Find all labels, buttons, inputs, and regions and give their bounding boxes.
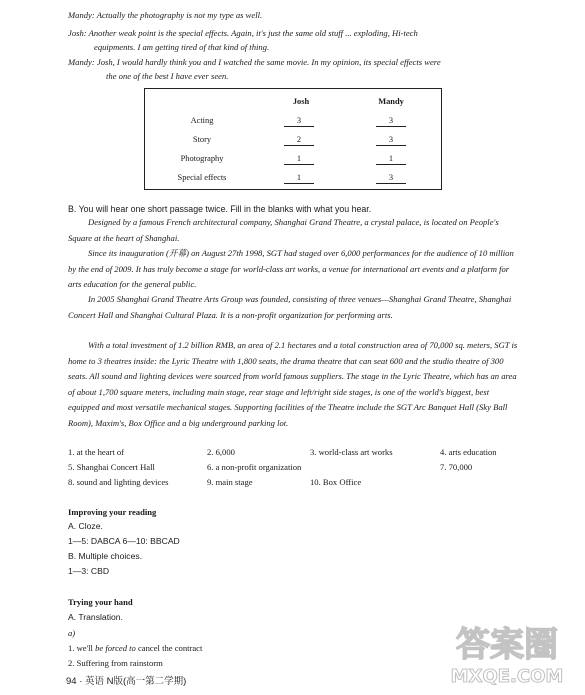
table-header-josh: Josh (292, 97, 310, 106)
multiple-choice-answers: 1—3: CBD (68, 566, 110, 576)
table-cell-josh: 1 (284, 154, 314, 165)
svg-text:答案圈: 答案圈 (456, 625, 558, 665)
passage-paragraph-4: With a total investment of 1.2 billion RMB, an area of 2.1 hectares and a total construction area of 70,000 sq. meters, SGT is home to 3 theatres inside: the Lyric Theatre with 1,800 seats, the drama theatre that can seat 600 and the studio theatre of 300 seats. All sound and lighting devices were sourced from world famous suppliers. The stage in the Lyric Theatre, which has an area of about 1,700 square meters, including main stage, rear stage and left/right side stages, is one of the world's biggest, best equipped and most versatile mechanical stages. Supporting facilities of the Theatre include the SGT Arc Banquet Hall (Sky Ball Room), Maxim's, Box Office and a big underground parking lot. (68, 340, 518, 428)
translation-item-1-italic: be forced to (95, 643, 136, 653)
table-row-label: Special effects (177, 173, 227, 182)
table-cell-josh: 1 (284, 173, 314, 184)
answer-item: 9. main stage (207, 477, 253, 487)
answer-item: 4. arts education (440, 447, 497, 457)
passage-paragraph-2: Since its inauguration (开幕) on August 27th 1998, SGT had staged over 6,000 performances for the audience of 10 million by the end of 2009. It has truly become a stage for world-class art works, a venue for international art events and a platform for arts education for the general public. (68, 248, 514, 289)
cloze-answers: 1—5: DABCA 6—10: BBCAD (68, 536, 180, 546)
table-cell-mandy: 3 (376, 116, 406, 127)
table-cell-mandy: 1 (376, 154, 406, 165)
section-b-heading: B. You will hear one short passage twice. Fill in the blanks with what you hear. (68, 204, 372, 214)
table-row-label: Photography (180, 154, 224, 163)
translation-sub-label: a) (68, 628, 76, 638)
translation-item-1-post: cancel the contract (135, 643, 203, 653)
dialogue-line-josh-1: Josh: Another weak point is the special effects. Again, it's just the same old stuff ... exploding, Hi-tech (68, 28, 418, 38)
table-row-label: Story (192, 135, 212, 144)
answer-item: 5. Shanghai Concert Hall (68, 462, 155, 472)
page-footer: 94 · 英语 N版(高一第二学期) (66, 676, 187, 687)
translation-heading: A. Translation. (68, 612, 123, 622)
watermark-logo (442, 618, 572, 690)
cloze-heading: A. Cloze. (68, 521, 103, 531)
translation-item-2: 2. Suffering from rainstorm (68, 658, 163, 668)
table-row-label: Acting (190, 116, 214, 125)
translation-item-1 (68, 642, 202, 654)
translation-item-1-pre: 1. we'll (68, 643, 96, 653)
table-cell-josh: 3 (284, 116, 314, 127)
answer-item: 6. a non-profit organization (207, 462, 302, 472)
answer-item: 1. at the heart of (68, 447, 125, 457)
table-cell-josh: 2 (284, 135, 314, 146)
answer-item: 3. world-class art works (310, 447, 393, 457)
answer-item: 2. 6,000 (207, 447, 235, 457)
dialogue-line-mandy-3: the one of the best I have ever seen. (106, 71, 229, 81)
rating-table (144, 88, 442, 190)
dialogue-line-mandy-2: Mandy: Josh, I would hardly think you and I watched the same movie. In my opinion, its special effects were (68, 57, 441, 67)
table-header-mandy: Mandy (378, 97, 404, 106)
table-cell-mandy: 3 (376, 135, 406, 146)
passage-paragraph-1: Designed by a famous French architectural company, Shanghai Grand Theatre, a crystal palace, is located on People's Square at the heart of Shanghai. (68, 217, 499, 243)
table-cell-mandy: 3 (376, 173, 406, 184)
dialogue-line-mandy-1: Mandy: Actually the photography is not my type as well. (68, 10, 263, 20)
answer-item: 10. Box Office (310, 477, 362, 487)
multiple-choice-heading: B. Multiple choices. (68, 551, 143, 561)
answer-item: 7. 70,000 (440, 462, 473, 472)
trying-title: Trying your hand (68, 597, 133, 607)
svg-text:MXQE.COM: MXQE.COM (450, 666, 564, 687)
dialogue-line-josh-2: equipments. I am getting tired of that kind of thing. (94, 42, 270, 52)
improving-title: Improving your reading (68, 507, 157, 517)
watermark-icon (442, 618, 572, 690)
answer-item: 8. sound and lighting devices (68, 477, 169, 487)
passage-paragraph-3: In 2005 Shanghai Grand Theatre Arts Group was founded, consisting of three venues—Shanghai Grand Theatre, Shanghai Concert Hall and Shanghai Cultural Plaza. It is a non-profit organization for performing arts. (68, 294, 512, 320)
